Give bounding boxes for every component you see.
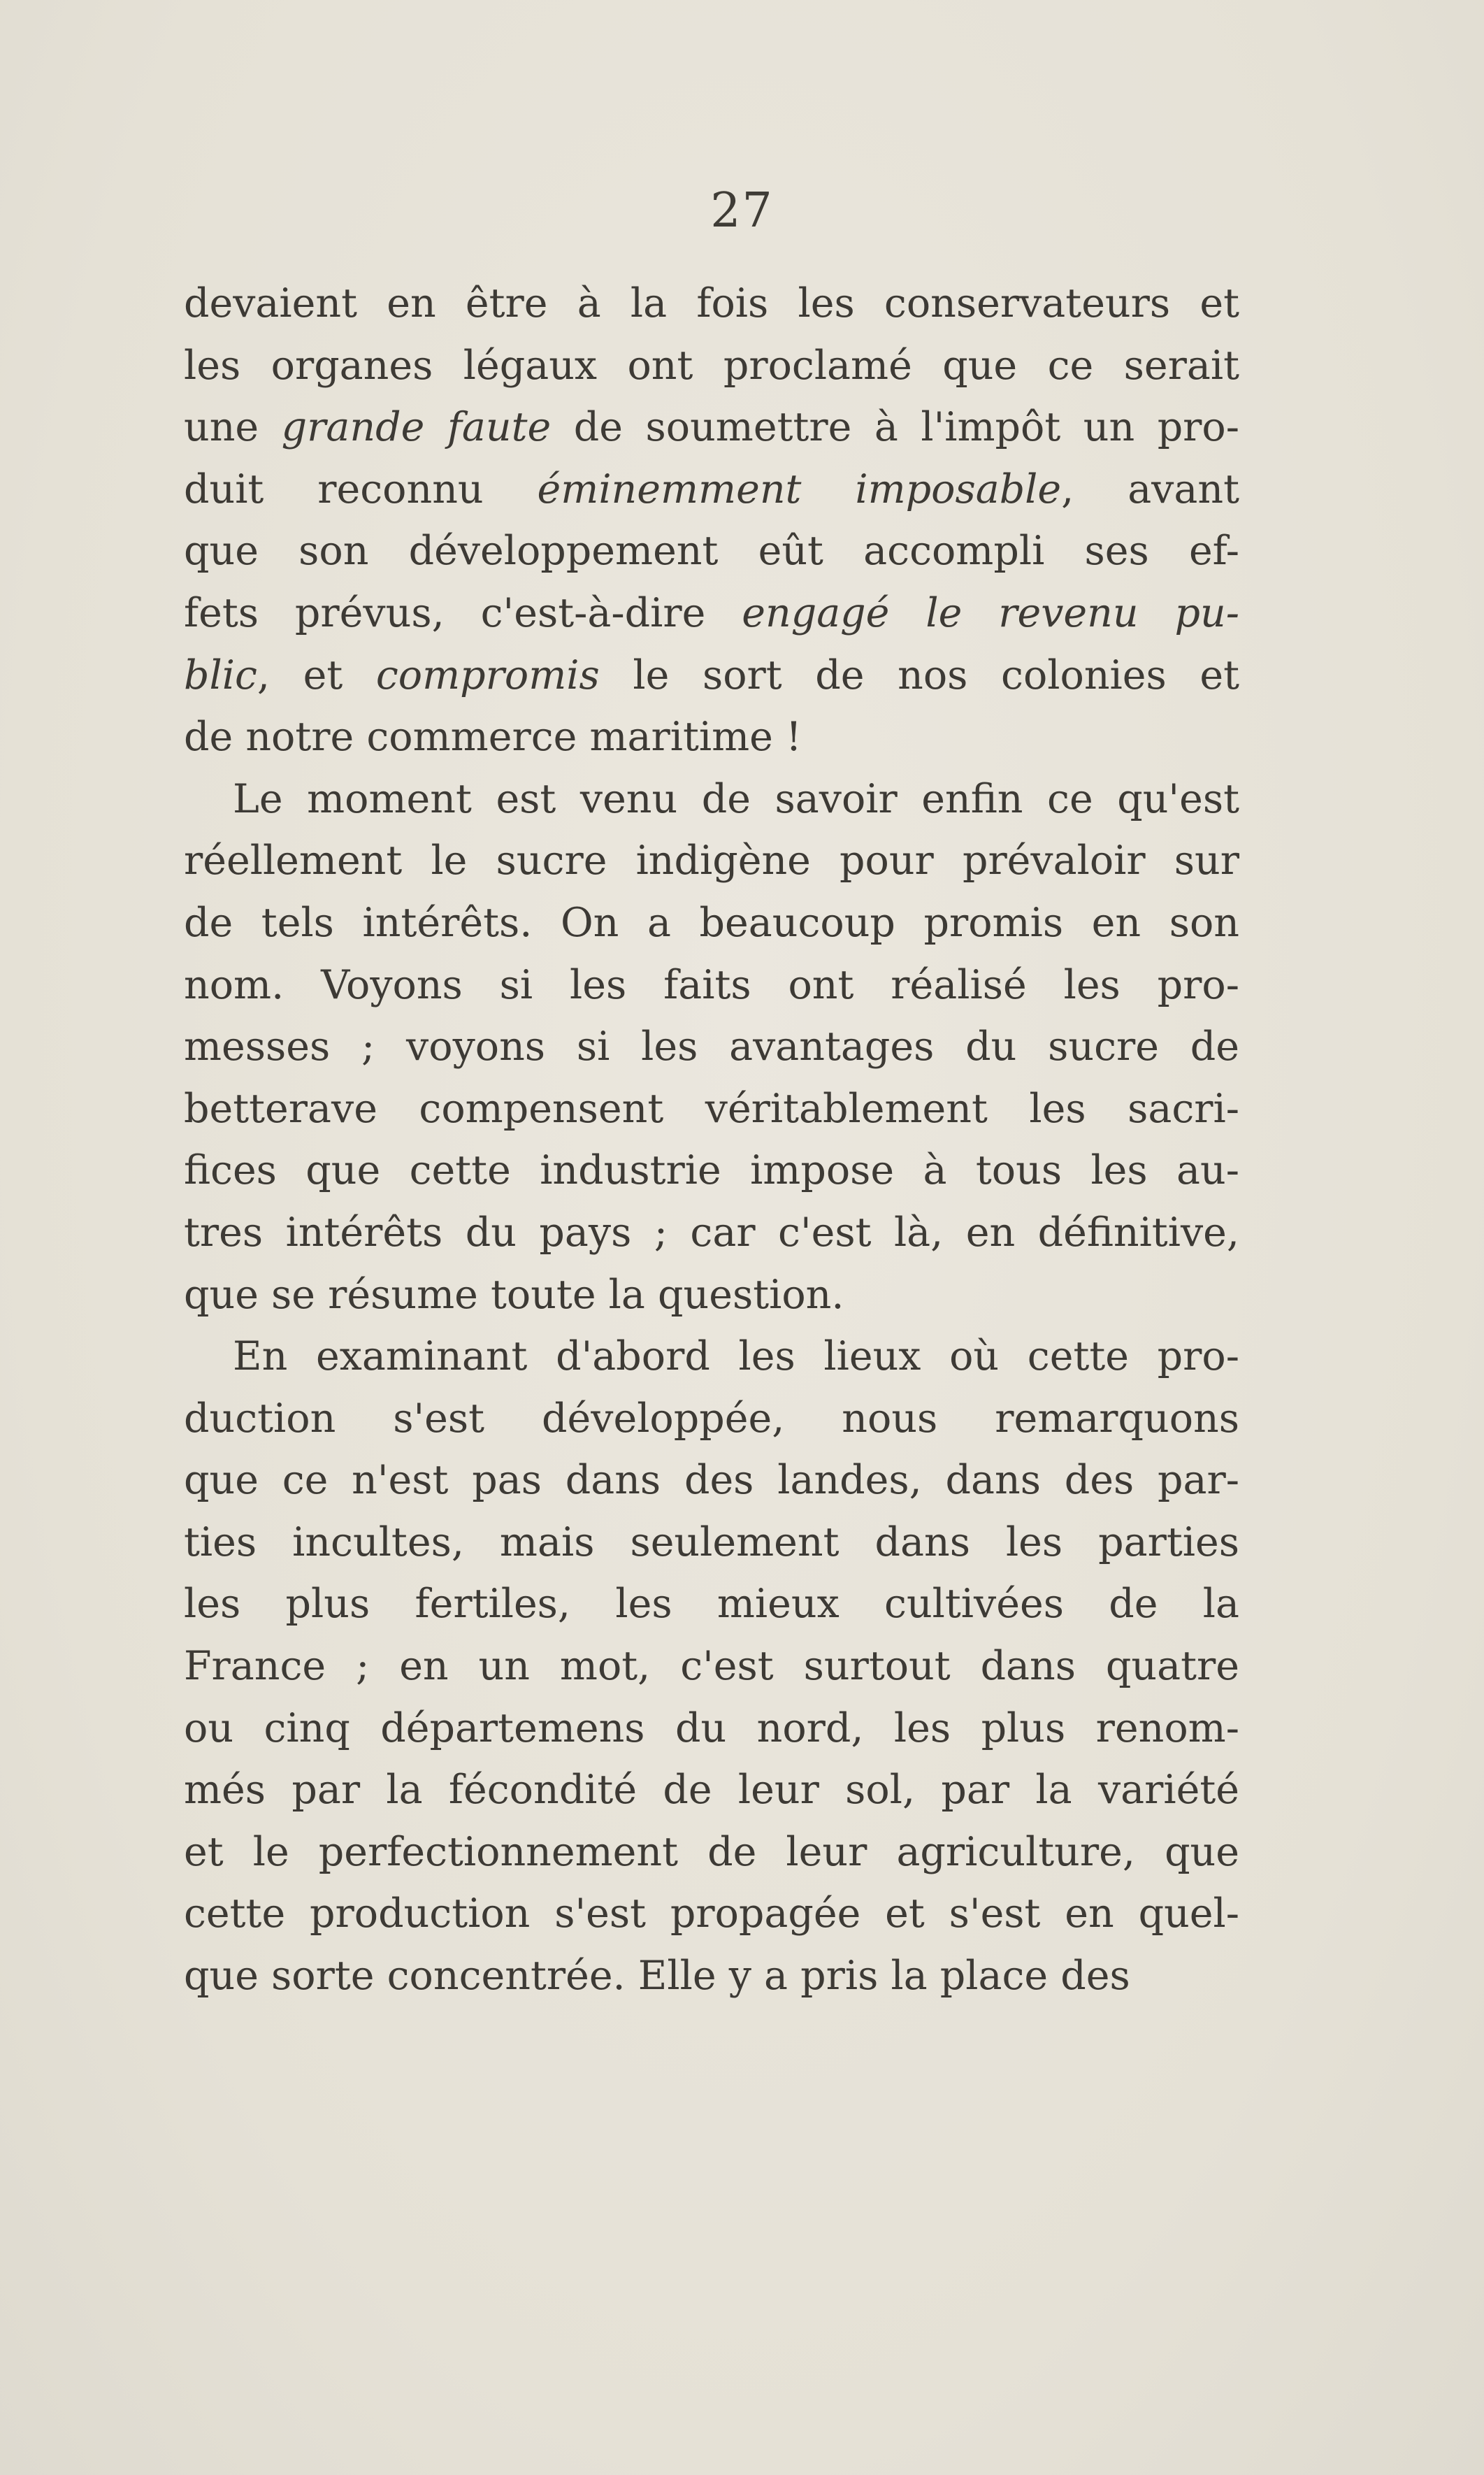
text-run: fices que cette industrie impose à tous les au- [184, 1147, 1239, 1194]
italic-text: engagé le revenu pu- [742, 589, 1239, 636]
text-line [184, 1821, 1239, 1884]
italic-text: grande faute [281, 404, 552, 451]
text-run: et le perfectionnement de leur agriculture, que [184, 1828, 1239, 1875]
italic-text: blic [184, 652, 257, 698]
text-run: France ; en un mot, c'est surtout dans quatre [184, 1643, 1239, 1690]
text-line [184, 1512, 1239, 1574]
text-line [184, 1326, 1239, 1388]
text-run: , et [257, 652, 376, 698]
text-line [184, 1388, 1239, 1450]
text-line [184, 706, 1239, 768]
italic-text: éminemment imposable [537, 466, 1062, 512]
text-run: tres intérêts du pays ; car c'est là, en définitive, [184, 1209, 1239, 1256]
text-line [184, 1573, 1239, 1635]
text-line [184, 396, 1239, 459]
text-run: duction s'est développée, nous remarquons [184, 1395, 1239, 1442]
text-run: que sorte concentrée. Elle y a pris la place des [184, 1953, 1130, 2000]
text-line [184, 1883, 1239, 1945]
text-line [184, 335, 1239, 397]
text-line [184, 1945, 1239, 2007]
text-run: betterave compensent véritablement les sacri- [184, 1085, 1239, 1132]
text-line [184, 273, 1239, 335]
text-line [184, 1016, 1239, 1078]
text-run: cette production s'est propagée et s'est en quel- [184, 1891, 1239, 1937]
text-run: fets prévus, c'est-à-dire [184, 589, 742, 636]
text-run: le sort de nos colonies et [599, 652, 1239, 698]
text-line [184, 1698, 1239, 1760]
text-run: de notre commerce maritime ! [184, 714, 802, 761]
text-line [184, 1635, 1239, 1698]
text-line [184, 645, 1239, 707]
text-line [184, 954, 1239, 1017]
text-run: que ce n'est pas dans des landes, dans des par- [184, 1457, 1239, 1504]
text-run: devaient en être à la fois les conservateurs et [184, 280, 1239, 327]
text-run: de tels intérêts. On a beaucoup promis en son [184, 899, 1239, 946]
text-run: que son développement eût accompli ses ef- [184, 528, 1239, 575]
text-run: réellement le sucre indigène pour prévaloir sur [184, 838, 1239, 884]
italic-text: compromis [375, 652, 600, 698]
page-number: 27 [710, 183, 774, 238]
text-run: ties incultes, mais seulement dans les parties [184, 1519, 1239, 1565]
body-text [184, 273, 1239, 2007]
text-line [184, 1759, 1239, 1821]
text-line [184, 520, 1239, 582]
text-run: de soumettre à l'impôt un pro- [551, 404, 1239, 451]
text-line [184, 1449, 1239, 1512]
text-run: les organes légaux ont proclamé que ce serait [184, 342, 1239, 389]
text-line [184, 1264, 1239, 1326]
text-line [184, 1078, 1239, 1140]
text-line [184, 892, 1239, 954]
text-run: ou cinq départemens du nord, les plus renom- [184, 1705, 1239, 1751]
text-run: les plus fertiles, les mieux cultivées de la [184, 1581, 1239, 1628]
text-run: més par la fécondité de leur sol, par la variété [184, 1767, 1239, 1814]
text-line [184, 582, 1239, 645]
text-run: que se résume toute la question. [184, 1271, 844, 1318]
text-run: En examinant d'abord les lieux où cette pro- [233, 1333, 1239, 1380]
text-run: Le moment est venu de savoir enfin ce qu'est [233, 775, 1239, 822]
text-run: nom. Voyons si les faits ont réalisé les pro- [184, 961, 1239, 1008]
text-line [184, 459, 1239, 521]
text-run: , avant [1061, 466, 1239, 512]
text-line [184, 768, 1239, 831]
text-run: messes ; voyons si les avantages du sucre de [184, 1024, 1239, 1070]
text-line [184, 1202, 1239, 1264]
text-line [184, 1140, 1239, 1202]
text-run: duit reconnu [184, 466, 538, 512]
text-line [184, 830, 1239, 892]
text-run: une [184, 404, 282, 451]
